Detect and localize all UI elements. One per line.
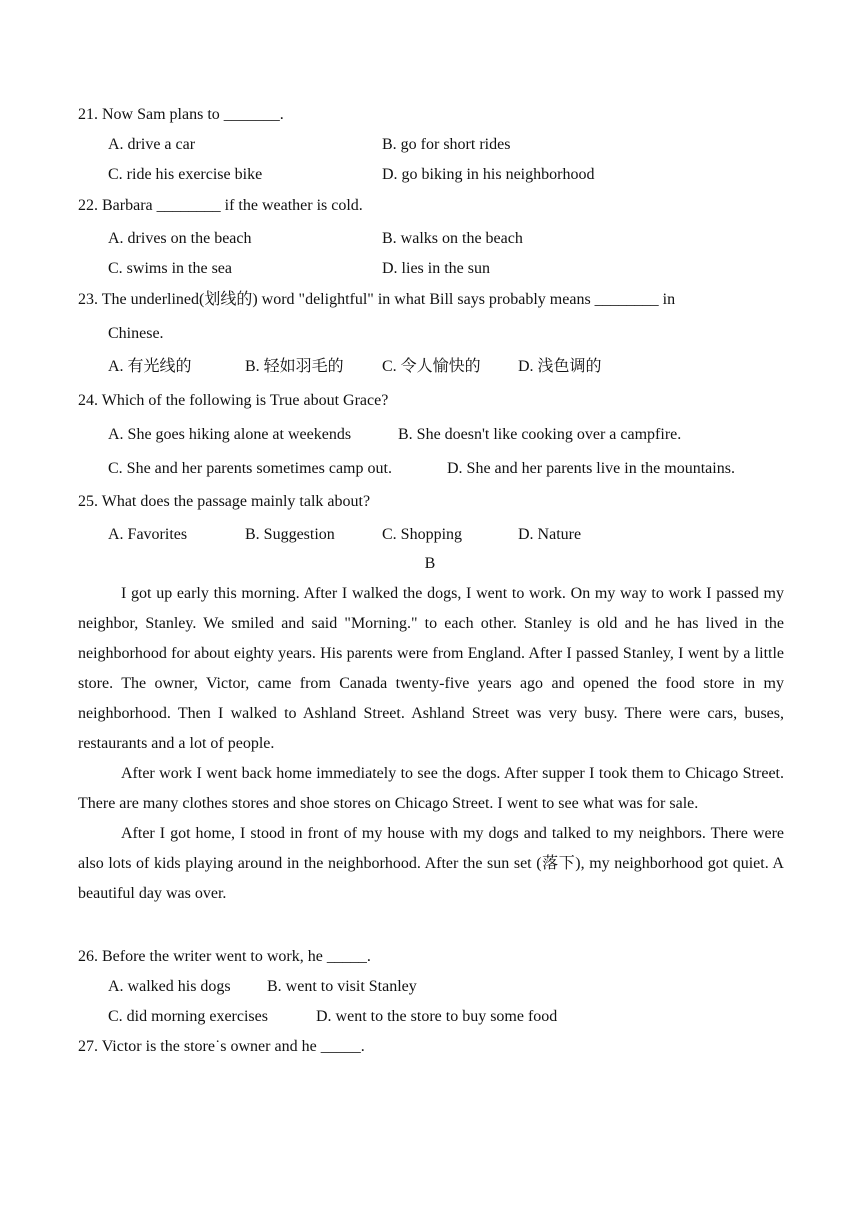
q21-option-c: C. ride his exercise bike	[108, 166, 263, 183]
question-27-stem: 27. Victor is the store˙s owner and he _____.	[78, 1038, 365, 1055]
q26-option-a: A. walked his dogs	[108, 978, 231, 995]
q23-option-a: A. 有光线的	[108, 358, 192, 375]
question-23-stem-continued: Chinese.	[108, 325, 164, 342]
q24-option-c: C. She and her parents sometimes camp out.	[108, 460, 392, 477]
q24-option-a: A. She goes hiking alone at weekends	[108, 426, 352, 443]
q25-option-b: B. Suggestion	[245, 526, 335, 543]
q24-option-b: B. She doesn't like cooking over a campfire.	[398, 426, 682, 443]
q23-option-c: C. 令人愉快的	[382, 358, 481, 375]
q25-option-d: D. Nature	[518, 526, 582, 543]
q26-option-d: D. went to the store to buy some food	[316, 1008, 558, 1025]
question-22-stem: 22. Barbara ________ if the weather is cold.	[78, 197, 363, 214]
q22-option-a: A. drives on the beach	[108, 230, 252, 247]
passage-heading: B	[424, 555, 436, 572]
question-25-stem: 25. What does the passage mainly talk about?	[78, 493, 371, 510]
q21-option-a: A. drive a car	[108, 136, 196, 153]
question-26-stem: 26. Before the writer went to work, he _____.	[78, 948, 371, 965]
q23-option-d: D. 浅色调的	[518, 358, 602, 375]
q21-option-b: B. go for short rides	[382, 136, 511, 153]
q25-option-a: A. Favorites	[108, 526, 188, 543]
q26-option-b: B. went to visit Stanley	[267, 978, 417, 995]
q22-option-b: B. walks on the beach	[382, 230, 523, 247]
q22-option-c: C. swims in the sea	[108, 260, 232, 277]
passage-body	[78, 579, 784, 909]
q26-option-c: C. did morning exercises	[108, 1008, 268, 1025]
q23-option-b: B. 轻如羽毛的	[245, 358, 344, 375]
q21-option-d: D. go biking in his neighborhood	[382, 166, 595, 183]
q22-option-d: D. lies in the sun	[382, 260, 490, 277]
q25-option-c: C. Shopping	[382, 526, 463, 543]
question-21-stem: 21. Now Sam plans to _______.	[78, 106, 284, 123]
passage-paragraph-3: After I got home, I stood in front of my house with my dogs and talked to my neighbors. There were also lots of kids playing around in the neighborhood. After the sun set (落下), my neighborhood got quiet. A beautiful day was over.	[78, 825, 784, 902]
q24-option-d: D. She and her parents live in the mountains.	[447, 460, 735, 477]
question-24-stem: 24. Which of the following is True about Grace?	[78, 392, 389, 409]
passage-paragraph-2: After work I went back home immediately to see the dogs. After supper I took them to Chicago Street. There are many clothes stores and shoe stores on Chicago Street. I went to see what was for sale.	[78, 765, 784, 812]
passage-paragraph-1: I got up early this morning. After I walked the dogs, I went to work. On my way to work I passed my neighbor, Stanley. We smiled and said "Morning." to each other. Stanley is old and he has lived in the neighborhood for about eighty years. His parents were from England. After I passed Stanley, I went by a little store. The owner, Victor, came from Canada twenty-five years ago and opened the food store in my neighborhood. Then I walked to Ashland Street. Ashland Street was very busy. There were cars, buses, restaurants and a lot of people.	[78, 585, 784, 752]
question-23-stem: 23. The underlined(划线的) word "delightful" in what Bill says probably means ________ in	[78, 291, 676, 308]
